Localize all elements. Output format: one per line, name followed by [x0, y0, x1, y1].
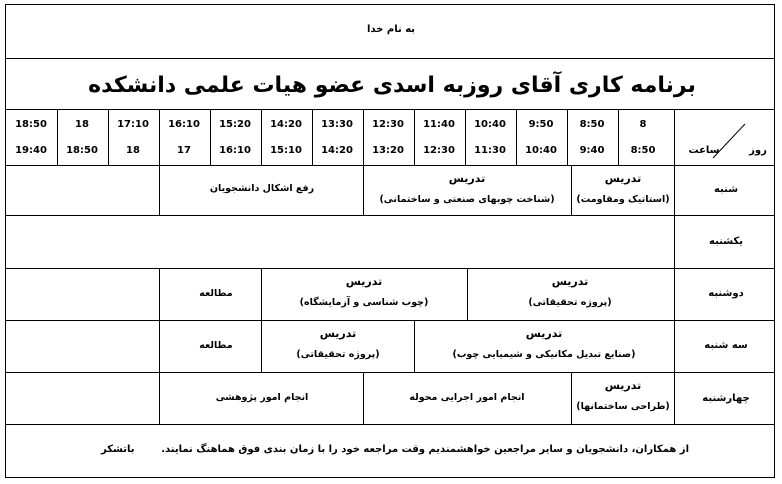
- rule-row-1: [6, 215, 774, 216]
- slot-divider: [414, 109, 415, 165]
- mon-cell-1-subtitle: (پروژه تحقیقاتی): [528, 297, 612, 308]
- footer-thanks: باتشکر: [101, 444, 135, 455]
- wed-cell-2-text: انجام امور اجرایی محوله: [409, 392, 525, 403]
- mon-cell-1-title: تدریس: [551, 275, 589, 288]
- slot-start-time: 15:20: [219, 119, 251, 130]
- schedule-sheet: [5, 4, 775, 478]
- sat-cell-2-title: تدریس: [448, 172, 486, 185]
- slot-end-time: 19:40: [15, 145, 47, 156]
- rule-under-basmala: [6, 58, 774, 59]
- sat-cell-1-subtitle: (استاتیک ومقاومت): [576, 194, 670, 205]
- cell-divider: [414, 320, 415, 372]
- slot-divider: [108, 109, 109, 165]
- slot-divider: [210, 109, 211, 165]
- mon-cell-3-text: مطالعه: [199, 288, 233, 299]
- slot-start-time: 17:10: [117, 119, 149, 130]
- tue-cell-1-subtitle: (صنایع تبدیل مکانیکی و شیمیایی چوب): [452, 349, 636, 360]
- slot-start-time: 18:50: [15, 119, 47, 130]
- slot-end-time: 18:50: [66, 145, 98, 156]
- day-name-sunday: یکشنبه: [709, 236, 743, 247]
- rule-row-3: [6, 320, 774, 321]
- slot-end-time: 8:50: [630, 145, 656, 156]
- rule-under-title: [6, 109, 774, 110]
- rule-row-5: [6, 424, 774, 425]
- day-name-wednesday: چهارشنبه: [702, 393, 750, 404]
- cell-divider: [261, 320, 262, 372]
- slot-start-time: 8:50: [579, 119, 605, 130]
- sat-cell-2-subtitle: (شناخت چوبهای صنعتی و ساختمانی): [379, 194, 555, 205]
- slot-divider: [618, 109, 619, 165]
- slot-divider: [57, 109, 58, 165]
- cell-divider: [467, 268, 468, 320]
- slot-start-time: 16:10: [168, 119, 200, 130]
- slot-end-time: 17: [177, 145, 191, 156]
- tue-cell-2-title: تدریس: [319, 327, 357, 340]
- slot-end-time: 13:20: [372, 145, 404, 156]
- slot-end-time: 15:10: [270, 145, 302, 156]
- wed-cell-3-text: انجام امور پژوهشی: [215, 392, 309, 403]
- rule-row-4: [6, 372, 774, 373]
- rule-under-header: [6, 165, 774, 166]
- slot-start-time: 10:40: [474, 119, 506, 130]
- basmala: به نام خدا: [366, 24, 416, 35]
- tue-cell-3-text: مطالعه: [199, 340, 233, 351]
- slot-divider: [363, 109, 364, 165]
- footer-note: از همکاران، دانشجویان و سایر مراجعین خواهشمندیم وقت مراجعه خود را با زمان بندی فوق هماهنگ نمایند.: [161, 444, 689, 455]
- slot-end-time: 16:10: [219, 145, 251, 156]
- slot-start-time: 13:30: [321, 119, 353, 130]
- slot-divider: [261, 109, 262, 165]
- slot-divider: [516, 109, 517, 165]
- slot-end-time: 14:20: [321, 145, 353, 156]
- cell-divider: [261, 268, 262, 320]
- corner-diagonal: [675, 110, 774, 165]
- mon-cell-2-subtitle: (چوب شناسی و آزمایشگاه): [299, 297, 429, 308]
- page-title: برنامه کاری آقای روزبه اسدی عضو هیات علمی دانشکده: [88, 73, 696, 98]
- mon-cell-2-title: تدریس: [345, 275, 383, 288]
- sat-cell-1-title: تدریس: [604, 172, 642, 185]
- wed-cell-1-title: تدریس: [604, 379, 642, 392]
- day-name-tuesday: سه شنبه: [704, 340, 748, 351]
- day-name-saturday: شنبه: [713, 184, 739, 195]
- slot-start-time: 14:20: [270, 119, 302, 130]
- cell-divider: [363, 372, 364, 424]
- slot-divider: [567, 109, 568, 165]
- slot-end-time: 18: [126, 145, 140, 156]
- day-name-monday: دوشنبه: [708, 288, 744, 299]
- slot-start-time: 18: [75, 119, 89, 130]
- slot-start-time: 11:40: [423, 119, 455, 130]
- cell-divider: [159, 268, 160, 320]
- cell-divider: [571, 372, 572, 424]
- rule-row-2: [6, 268, 774, 269]
- slot-end-time: 11:30: [474, 145, 506, 156]
- cell-divider: [159, 320, 160, 372]
- cell-divider: [571, 165, 572, 215]
- wed-cell-1-subtitle: (طراحی ساختمانها): [576, 401, 670, 412]
- slot-start-time: 9:50: [528, 119, 554, 130]
- cell-divider: [363, 165, 364, 215]
- slot-divider: [465, 109, 466, 165]
- slot-end-time: 9:40: [579, 145, 605, 156]
- tue-cell-1-title: تدریس: [525, 327, 563, 340]
- slot-start-time: 12:30: [372, 119, 404, 130]
- slot-divider: [159, 109, 160, 165]
- sat-cell-3-text: رفع اشکال دانشجویان: [209, 183, 315, 194]
- cell-divider: [159, 165, 160, 215]
- cell-divider: [159, 372, 160, 424]
- slot-start-time: 8: [639, 119, 647, 130]
- tue-cell-2-subtitle: (پروژه تحقیقاتی): [296, 349, 380, 360]
- slot-end-time: 10:40: [525, 145, 557, 156]
- hour-header-label: ساعت: [688, 145, 720, 156]
- day-header-label: روز: [749, 145, 767, 156]
- slot-end-time: 12:30: [423, 145, 455, 156]
- slot-divider: [312, 109, 313, 165]
